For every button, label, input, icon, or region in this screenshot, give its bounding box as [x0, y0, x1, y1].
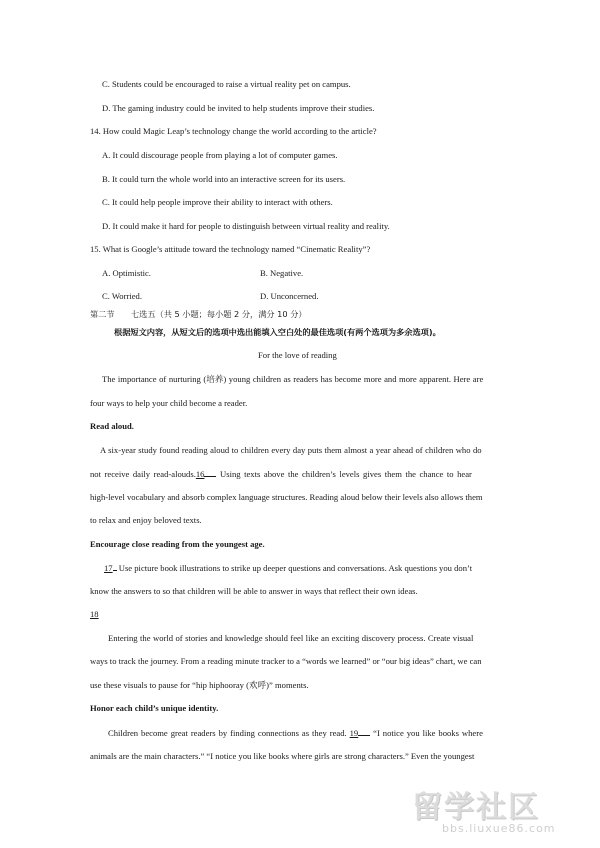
- watermark-url: bbs.liuxue86.com: [442, 822, 556, 835]
- p1-line-d: to relax and enjoy beloved texts.: [90, 515, 202, 525]
- p1-line-a: A six-year study found reading aloud to children every day puts them almost a year ahead of children who do: [100, 445, 482, 455]
- q13-option-c: C. Students could be encouraged to raise a virtual reality pet on campus.: [102, 79, 351, 89]
- heading-close-reading: Encourage close reading from the youngest age.: [90, 539, 265, 549]
- blank-16[interactable]: 16: [195, 469, 205, 479]
- passage-title: For the love of reading: [258, 350, 337, 360]
- q13-option-d: D. The gaming industry could be invited to help students improve their studies.: [102, 103, 375, 113]
- p4-line-b: animals are the main characters.” “I notice you like books where girls are strong characters.” Even the youngest: [90, 751, 475, 761]
- watermark-text: 留学社区: [412, 790, 540, 825]
- q14-option-b: B. It could turn the whole world into an interactive screen for its users.: [102, 174, 346, 184]
- q14-option-d: D. It could make it hard for people to distinguish between virtual reality and reality.: [102, 221, 390, 231]
- p4-line-a: Children become great readers by finding connections as they read. 19 “I notice you like books where: [108, 728, 483, 738]
- q15-question: 15. What is Google’s attitude toward the technology named “Cinematic Reality”?: [90, 244, 371, 254]
- intro-line-2: four ways to help your child become a reader.: [90, 398, 248, 408]
- heading-unique-identity: Honor each child’s unique identity.: [90, 703, 219, 713]
- p2-line-b: know the answers to so that children will be able to answer in ways that reflect their own ideas.: [90, 586, 418, 596]
- q15-option-d: D. Unconcerned.: [260, 291, 319, 301]
- q14-option-c: C. It could help people improve their ability to interact with others.: [102, 197, 333, 207]
- q14-question: 14. How could Magic Leap’s technology change the world according to the article?: [90, 126, 377, 136]
- blank-19[interactable]: 19: [349, 728, 359, 738]
- p3-line-b: ways to track the journey. From a reading minute tracker to a “words we learned” or “our big ideas” chart, we can: [90, 656, 482, 666]
- intro-line-1: The importance of nurturing (培养) young children as readers has become more and more apparent. Here are: [102, 374, 484, 384]
- p2-line-a: 17 Use picture book illustrations to strike up deeper questions and conversations. Ask questions you don’t: [104, 563, 473, 573]
- blank-18[interactable]: 18: [90, 609, 99, 619]
- section-heading: 第二节 七选五（共 5 小题；每小题 2 分，满分 10 分）: [90, 309, 307, 319]
- q14-option-a: A. It could discourage people from playing a lot of computer games.: [102, 150, 338, 160]
- p3-line-a: Entering the world of stories and knowledge should feel like an exciting discovery process. Create visual: [108, 633, 474, 643]
- q15-option-b: B. Negative.: [260, 268, 304, 278]
- p1-line-c: high-level vocabulary and absorb complex language structures. Reading aloud below their levels also allows them: [90, 492, 483, 502]
- p3-line-c: use these visuals to pause for “hip hiphooray (欢呼)” moments.: [90, 680, 309, 690]
- heading-read-aloud: Read aloud.: [90, 421, 134, 431]
- q15-option-a: A. Optimistic.: [102, 268, 151, 278]
- blank-17[interactable]: 17: [104, 563, 113, 573]
- p1-line-b: not receive daily read-alouds.16 Using texts above the children’s levels gives them the chance to hear: [90, 469, 472, 479]
- section-instruction: 根据短文内容，从短文后的选项中选出能填入空白处的最佳选项(有两个选项为多余选项)。: [114, 327, 441, 337]
- watermark-logo: [412, 782, 590, 840]
- q15-option-c: C. Worried.: [102, 291, 142, 301]
